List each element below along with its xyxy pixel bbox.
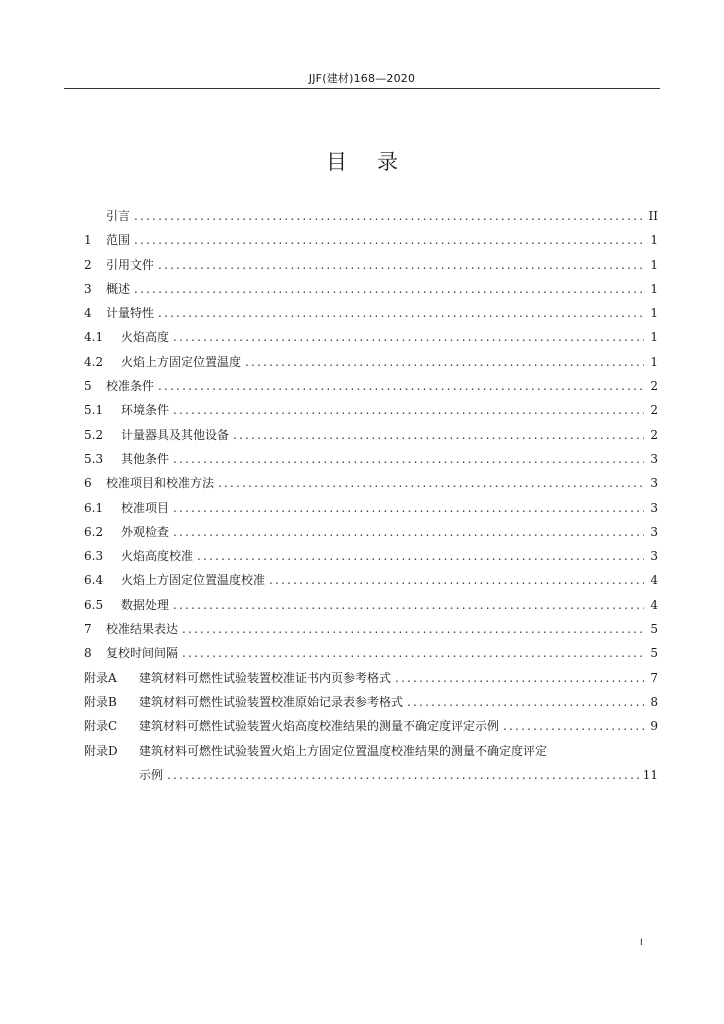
toc-entry-number: 6.5 [84,597,104,612]
toc-entry-label: 范围 [106,233,131,248]
dot-leader [158,301,644,325]
toc-entry-label: 建筑材料可燃性试验装置校准证书内页参考格式 [139,670,392,685]
toc-entry[interactable] [84,374,658,398]
dot-leader [407,690,644,714]
dot-leader [173,593,644,617]
toc-entry[interactable] [84,714,658,738]
toc-entry-number: 4.1 [84,330,104,345]
toc-entry-label: 外观检查 [121,524,170,539]
dot-leader [173,496,644,520]
toc-entry[interactable] [84,301,658,325]
toc-entry-label: 环境条件 [121,403,170,418]
dot-leader [245,350,644,374]
toc-entry[interactable] [84,423,658,447]
dot-leader [158,253,644,277]
toc-entry[interactable] [84,593,658,617]
toc-entry-page: 1 [650,257,658,272]
dot-leader [395,666,644,690]
dot-leader [173,520,644,544]
toc-entry-number: 附录C [84,719,118,734]
table-of-contents [84,204,658,787]
toc-entry-number: 4.2 [84,354,104,369]
toc-entry-label: 火焰上方固定位置温度校准 [121,573,266,588]
toc-entry-label: 建筑材料可燃性试验装置校准原始记录表参考格式 [139,694,404,709]
toc-entry-label: 火焰高度校准 [121,549,194,564]
toc-entry-label: 引用文件 [106,257,155,272]
toc-entry[interactable] [84,277,658,301]
toc-entry-number: 8 [84,646,92,661]
toc-entry-page: 2 [650,403,658,418]
toc-entry-page: 3 [650,549,658,564]
toc-entry-page: 3 [650,451,658,466]
toc-entry-label: 数据处理 [121,597,170,612]
toc-entry-label: 校准结果表达 [106,622,179,637]
toc-entry-number: 1 [84,233,92,248]
toc-entry-number: 6.1 [84,500,104,515]
toc-entry-number: 附录D [84,743,118,758]
dot-leader [167,763,639,787]
toc-entry-page: 5 [650,646,658,661]
toc-entry-number: 附录B [84,694,117,709]
dot-leader [173,447,644,471]
toc-entry-label: 建筑材料可燃性试验装置火焰高度校准结果的测量不确定度评定示例 [139,719,500,734]
toc-entry-label: 其他条件 [121,451,170,466]
toc-entry-page: 1 [650,281,658,296]
page-number: I [640,938,643,948]
toc-entry-page: 1 [650,306,658,321]
toc-entry-label: 示例 [139,767,164,782]
dot-leader [158,374,644,398]
toc-entry-number: 5.3 [84,451,104,466]
toc-entry-page: 7 [650,670,658,685]
toc-entry[interactable] [84,325,658,349]
toc-entry-number: 4 [84,306,92,321]
toc-entry[interactable] [84,398,658,422]
toc-entry[interactable] [84,496,658,520]
toc-entry-label: 计量特性 [106,306,155,321]
toc-entry-page: 4 [650,597,658,612]
toc-entry-number: 5.2 [84,427,104,442]
toc-entry-label: 校准项目和校准方法 [106,476,215,491]
toc-entry-label: 概述 [106,281,131,296]
running-header: JJF(建材)168—2020 [308,72,416,85]
toc-entry[interactable] [84,471,658,495]
toc-entry-page: 1 [650,330,658,345]
toc-entry-appendix-d[interactable] [84,739,658,763]
toc-entry-number: 6.2 [84,524,104,539]
toc-entry[interactable] [84,690,658,714]
dot-leader [269,568,644,592]
toc-entry-number: 6.3 [84,549,104,564]
toc-entry[interactable] [84,228,658,252]
toc-entry[interactable] [84,641,658,665]
toc-entry-label: 引言 [106,209,131,223]
dot-leader [134,277,644,301]
toc-entry-number: 6.4 [84,573,104,588]
toc-entry-label: 火焰高度 [121,330,170,345]
toc-entry[interactable] [84,350,658,374]
toc-entry-number: 7 [84,622,92,637]
toc-entry-page: 11 [642,767,658,782]
dot-leader [233,423,644,447]
toc-entry-label: 复校时间间隔 [106,646,179,661]
toc-entry-page: 2 [650,427,658,442]
toc-entry-label: 建筑材料可燃性试验装置火焰上方固定位置温度校准结果的测量不确定度评定 [139,743,548,758]
toc-entry-number: 附录A [84,670,117,685]
toc-entry-number: 5 [84,379,92,394]
toc-entry-page: 3 [650,500,658,515]
toc-entry-label: 火焰上方固定位置温度 [121,354,242,369]
toc-entry[interactable] [84,544,658,568]
dot-leader [134,204,644,228]
dot-leader [218,471,644,495]
toc-entry-page: 9 [650,719,658,734]
header-rule [64,88,660,89]
toc-entry[interactable] [84,568,658,592]
toc-entry[interactable] [84,520,658,544]
toc-entry[interactable] [84,447,658,471]
page-title: 目录 [326,150,428,174]
toc-entry-page: 3 [650,524,658,539]
toc-entry-number: 3 [84,281,92,296]
dot-leader [197,544,644,568]
toc-entry[interactable] [84,204,658,228]
dot-leader [503,714,644,738]
dot-leader [173,398,644,422]
toc-entry-page: 8 [650,694,658,709]
dot-leader [173,325,644,349]
toc-entry-appendix-d-continued[interactable] [84,763,658,787]
toc-entry-page: 2 [650,379,658,394]
toc-entry-page: 5 [650,622,658,637]
toc-entry-page: 3 [650,476,658,491]
dot-leader [134,228,644,252]
toc-entry-page: II [648,209,658,223]
dot-leader [182,641,644,665]
toc-entry-number: 5.1 [84,403,104,418]
dot-leader [182,617,644,641]
toc-entry-label: 校准条件 [106,379,155,394]
toc-entry-page: 1 [650,233,658,248]
toc-entry-number: 2 [84,257,92,272]
toc-entry-page: 4 [650,573,658,588]
toc-entry[interactable] [84,253,658,277]
toc-entry-page: 1 [650,354,658,369]
toc-entry-label: 校准项目 [121,500,170,515]
toc-entry[interactable] [84,666,658,690]
toc-entry-number: 6 [84,476,92,491]
toc-entry[interactable] [84,617,658,641]
toc-entry-label: 计量器具及其他设备 [121,427,230,442]
